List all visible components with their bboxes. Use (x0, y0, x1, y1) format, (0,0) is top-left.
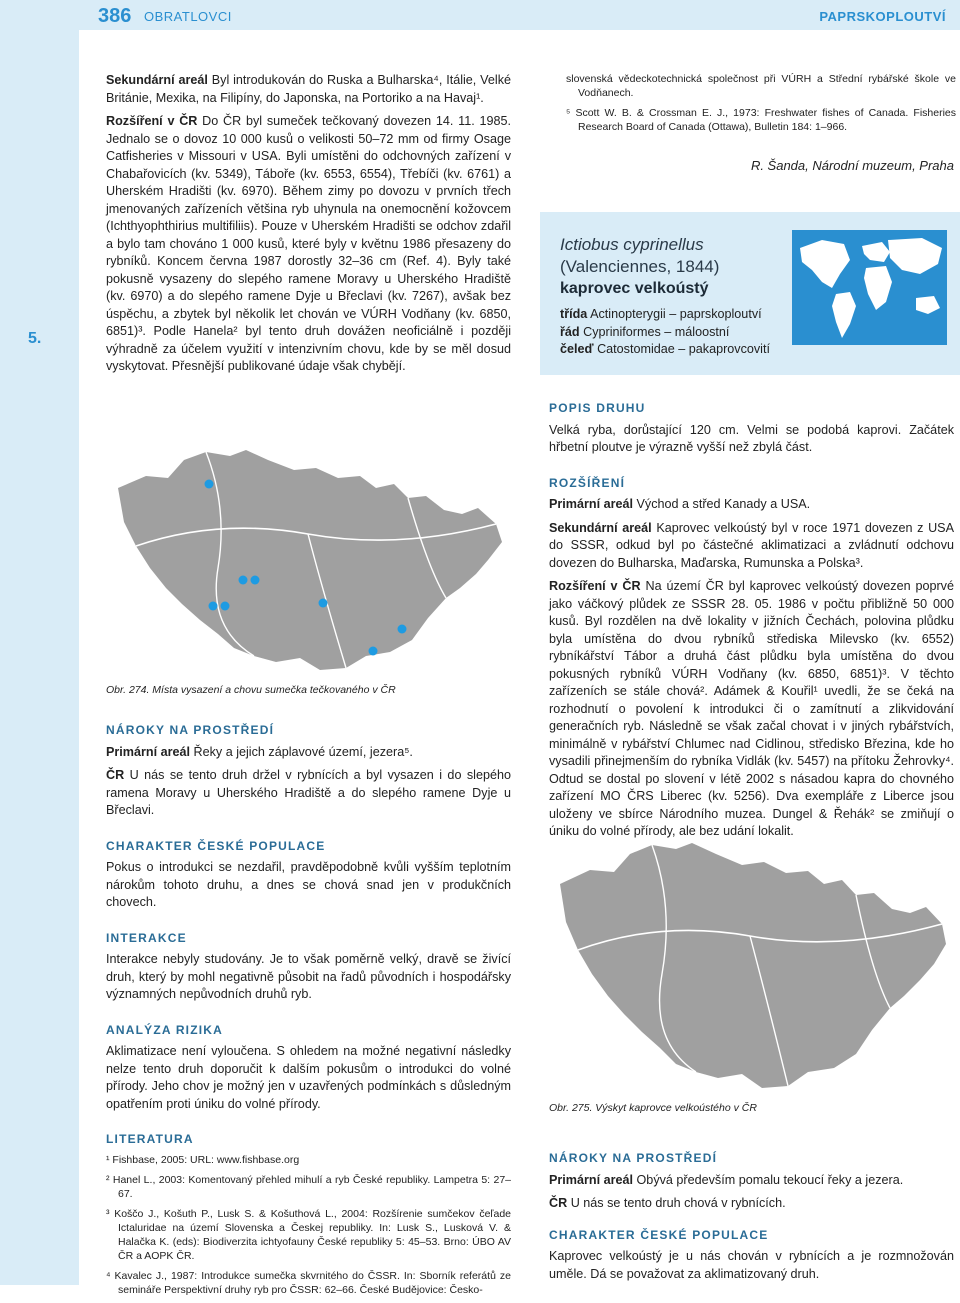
right-bottom-sections (549, 1150, 954, 1289)
continent-africa (864, 266, 892, 310)
section-para: Pokus o introdukci se nezdařil, pravděpodobně kvůli vyšším teplotním nárokům tohoto druhu, a dnes se chová snad jen v produkčních chovech. (106, 860, 511, 909)
left-sections (106, 722, 511, 1303)
site-dot (209, 602, 218, 611)
world-map-thumbnail (792, 230, 947, 345)
section-para: Interakce nebyly studovány. Je to však poměrně velký, dravě se živící druh, který by mohl negativně působit na řadů původních i hospodářsky významných nepůvodních druhů ryb. (106, 952, 511, 1001)
reference: ⁴ Kavalec J., 1987: Introdukce sumečka skvrnitého do ČSSR. In: Sborník referátů ze semináře Perspektivní druhy ryb pro ČSSR: 62–66. České Budějovice: Česko- (106, 1269, 511, 1296)
reference: ³ Koščo J., Košuth P., Lusk S. & Košuthová L., 2004: Rozšírenie sumčekov čeľade Ictaluridae na území Slovenska a Českej republiky. In: Lusk S., Lusková V. & Halačka K. (eds): Biodiverzita ichtyofauny České republiky 5: 45–53. Brno: ÚBO AV ČR a AOPK ČR. (106, 1207, 511, 1262)
side-tab (0, 30, 79, 1285)
section-para: ČR U nás se tento druh chová v rybnících. (549, 1196, 786, 1210)
section-para: Primární areál Východ a střed Kanady a USA. (549, 497, 811, 511)
site-dot (221, 602, 230, 611)
section-heading: NÁROKY NA PROSTŘEDÍ (549, 1151, 718, 1165)
reference: ⁵ Scott W. B. & Crossman E. J., 1973: Freshwater fishes of Canada. Fisheries Research Board of Canada (Ottawa), Bulletin 184: 1–966. (566, 107, 956, 133)
author-credit: R. Šanda, Národní muzeum, Praha (750, 158, 954, 173)
chapter-number: 5. (28, 330, 42, 347)
map-shape (560, 843, 946, 1088)
map-shape (118, 450, 502, 670)
left-intro (106, 72, 511, 382)
section-heading: LITERATURA (106, 1132, 194, 1146)
section-para: Sekundární areál Kaprovec velkoústý byl v roce 1971 dovezen z USA do SSSR, odkud byl po částečné aklimatizaci a zvládnutí odchovu dovezen do Bulharska, Maďarska, Rumunska a Polska³. (549, 520, 954, 570)
site-dot (239, 576, 248, 585)
reference: slovenská vědeckotechnická společnost při VÚRH a Střední rybářské škole ve Vodňanech. (566, 73, 956, 99)
species-name (560, 234, 719, 278)
references-continued (566, 72, 956, 140)
section-para: Rozšíření v ČR Na území ČR byl kaprovec velkoústý dovezen poprvé jako váčkový plůdek ze SSSR 28. 05. 1986 v počtu přibližně 50 000 kusů. Byl rozdělen na dvě lokality v jižních Čechách, polovina plůdku byla umístěna do dvou rybníků střediska Milevsko (kv. 6552) rybníkářství Tábor a druhá část plůdku byla umístěna do dvou pokusných rybníků VÚRH Vodňany (kv. 6850, 6851)³. V těchto zařízeních se stále chová². Adámek & Kouřil¹ uvedli, že se čeká na rozhodnutí o povolení k introdukci či o zamítnutí a zlikvidování generačních ryb. Následně se však začal chovat i v jiných rybářstvích, minimálně v rybářství Chlumec nad Cidlinou, středisko Březina, kde ho vysadili přinejmenším do rybníka Vidlák (kv. 5457) na přítoku Žehrovky⁴. Odtud se dostal po slovení v létě 2002 s násadou kapra do chovného zařízení MO ČRS Liberec (kv. 5256). Dva exempláře z Liberce jsou uloženy ve sbírce Národního muzea. Dungel & Řehák² se zmiňují o úniku do volné přírody, ale bez udání lokalit. (549, 579, 954, 838)
taxonomy-class: třída Actinopterygii – paprskoploutví (560, 307, 762, 321)
continent-australia (916, 296, 940, 314)
czech-name: kaprovec velkoústý (560, 280, 709, 297)
site-dot (398, 625, 407, 634)
page-number: 386 (98, 5, 132, 27)
section-para: Primární areál Řeky a jejich záplavové území, jezera⁵. (106, 744, 413, 759)
section-heading: ROZŠÍŘENÍ (549, 475, 626, 490)
right-sections (549, 400, 954, 847)
section-para: Primární areál Obývá především pomalu tekoucí řeky a jezera. (549, 1172, 904, 1187)
author-year: (Valenciennes, 1844) (560, 257, 720, 276)
intro-para: Sekundární areál Byl introdukován do Ruska a Bulharska⁴, Itálie, Velké Británie, Mexika, na Filipíny, do Japonska, na Portoriko a na Havaj¹. (106, 73, 511, 105)
section-heading: CHARAKTER ČESKÉ POPULACE (106, 838, 326, 853)
reference: ² Hanel L., 2003: Komentovaný přehled mihulí a ryb České republiky. Lampetra 5: 27–67. (106, 1173, 511, 1200)
page-header (0, 0, 960, 30)
continent-europe (862, 242, 890, 262)
section-para: Kaprovec velkoústý je u nás chován v rybnících a je rozmnožován uměle. Dá se považovat za aklimatizovaný druh. (549, 1249, 954, 1281)
continent-asia (888, 238, 942, 274)
site-dot (205, 480, 214, 489)
section-para: Velká ryba, dorůstající 120 cm. Velmi se podobá kaprovi. Začátek hřbetní ploutve je výrazně vyšší než zbylá část. (549, 422, 954, 454)
world-map-image (792, 230, 947, 345)
reference: ¹ Fishbase, 2005: URL: www.fishbase.org (106, 1153, 300, 1166)
section-left: OBRATLOVCI (144, 9, 232, 24)
section-heading: INTERAKCE (106, 930, 187, 945)
figure-caption-left: Obr. 274. Místa vysazení a chovu sumečka tečkovaného v ČR (106, 684, 396, 696)
section-para: Aklimatizace není vyloučena. S ohledem na možné negativní následky nelze tento druh doporučit k dalším pokusům o introdukci do volné přírody. Jeho chov je možný jen v uzavřených podmínkách s důsledným opatřením proti úniku do volné přírody. (106, 1044, 511, 1111)
section-para: ČR U nás se tento druh držel v rybnících a byl vysazen i do slepého ramena Moravy u Uherského Hradiště a do slepého ramene Dyje u Břeclavi. (106, 768, 511, 817)
section-heading: CHARAKTER ČESKÉ POPULACE (549, 1227, 769, 1242)
taxonomy (560, 306, 770, 359)
section-heading: POPIS DRUHU (549, 401, 646, 415)
taxonomy-order: řád Cypriniformes – máloostní (560, 324, 730, 339)
continent-north-america (800, 240, 850, 288)
latin-name: Ictiobus cyprinellus (560, 235, 704, 254)
figure-caption-right: Obr. 275. Výskyt kaprovce velkoústého v ČR (549, 1102, 757, 1114)
section-right: PAPRSKOPLOUTVÍ (819, 9, 946, 24)
site-dot (251, 576, 260, 585)
section-heading: ANALÝZA RIZIKA (106, 1022, 224, 1037)
continent-south-america (832, 292, 856, 338)
czech-map-left (108, 448, 508, 680)
taxonomy-family: čeleď Catostomidae – pakaprovcovití (560, 342, 770, 356)
section-heading: NÁROKY NA PROSTŘEDÍ (106, 723, 275, 737)
czech-map-right (550, 840, 950, 1100)
site-dot (369, 647, 378, 656)
site-dot (319, 599, 328, 608)
intro-para: Rozšíření v ČR Do ČR byl sumeček tečkovaný dovezen 14. 11. 1985. Jednalo se o dovoz 10 000 kusů o velikosti 50–72 mm od firmy Osage Catfisheries v Missouri v USA. Byli umístěni do odchovných zařízení v Chabařovicích (kv. 5349), Táboře (kv. 6553, 6554), Třebíči (kv. 6761) a Uherském Hradišti (kv. 6970). Během zimy po dovozu v prvních třech jmenovaných zařízeních většina ryb uhynula na onemocnění kožovcem (Ichthyophthirius multifiliis). Pouze v Uherském Hradišti se odchov zdařil a bylo tam chováno 1 000 kusů, které byly v květnu 1986 přesazeny do rybníků. Koncem června 1987 dorostly 32–36 cm (Ref. 4). Byly také pokusně vysazeny do slepého ramene Moravy u Uherského Hradiště (kv. 6970) a do slepého ramene Dyje u Břeclavi (kv. 7267), avšak bez úspěchu, a zbytek byl několik let chován ve VÚRH Vodňany (kv. 6850, 6851)³. Podle Hanela² byl tento druh dovážen neoficiálně i později výhradně za účelem využití v intenzivním chovu, kde by se měl dosud vyskytovat. Přesnější publikované údaje však chybějí. (106, 114, 511, 373)
